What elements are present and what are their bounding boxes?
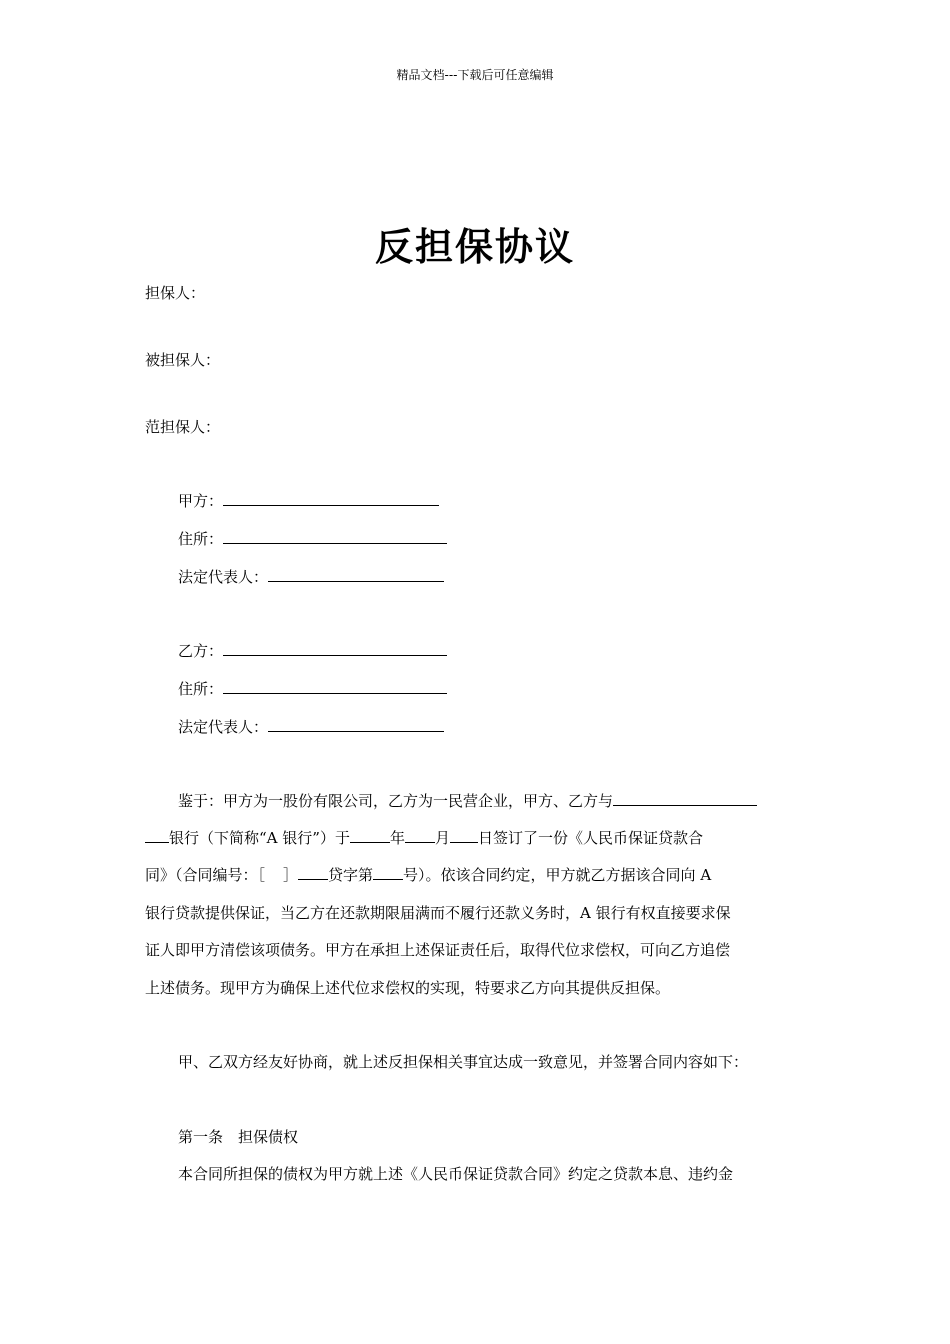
party-a-rep-label: 法定代表人：: [178, 568, 269, 586]
guaranteed-party-label: 被担保人：: [145, 351, 221, 369]
recital-line-3: [145, 864, 711, 885]
recital-text-1: 鉴于：甲方为一股份有限公司，乙方为一民营企业，甲方、乙方与: [178, 792, 614, 810]
guarantor-label: 担保人：: [145, 284, 206, 302]
party-b-rep-row: [178, 716, 444, 737]
party-b-rep-blank[interactable]: [268, 717, 444, 732]
counter-guarantor-label: 范担保人：: [145, 418, 221, 436]
month-blank[interactable]: [405, 828, 435, 843]
day-blank[interactable]: [450, 828, 478, 843]
recital-text-2c: 月: [434, 829, 450, 847]
party-a-rep-row: [178, 566, 444, 587]
recital-text-3b: ］: [283, 866, 299, 884]
party-a-name-label: 甲方：: [178, 492, 224, 510]
recital-line-2: [145, 827, 703, 848]
party-b-address-blank[interactable]: [223, 679, 447, 694]
party-b-name-row: [178, 640, 447, 661]
party-b-address-row: [178, 678, 447, 699]
party-b-name-blank[interactable]: [223, 641, 447, 656]
recital-text-3c: 贷字第: [328, 866, 374, 884]
party-b-name-label: 乙方：: [178, 642, 224, 660]
agreement-statement: 甲、乙双方经友好协商，就上述反担保相关事宜达成一致意见，并签署合同内容如下：: [178, 1053, 749, 1071]
bank-name-blank-cont[interactable]: [145, 828, 169, 843]
article-1-text: 本合同所担保的债权为甲方就上述《人民币保证贷款合同》约定之贷款本息、违约金: [178, 1165, 734, 1183]
contract-number-blank[interactable]: [373, 865, 403, 880]
party-a-name-blank[interactable]: [223, 491, 439, 506]
header-note: 精品文档---下载后可任意编辑: [396, 68, 554, 82]
recital-text-3d: 号）。依该合同约定，甲方就乙方据该合同向 A: [403, 866, 712, 884]
recital-line-6: 上述债务。现甲方为确保上述代位求偿权的实现，特要求乙方向其提供反担保。: [145, 979, 671, 997]
year-blank[interactable]: [350, 828, 390, 843]
party-a-address-blank[interactable]: [223, 529, 447, 544]
bank-name-blank[interactable]: [613, 791, 757, 806]
party-a-address-label: 住所：: [178, 530, 224, 548]
document-title: 反担保协议: [374, 225, 575, 269]
party-b-rep-label: 法定代表人：: [178, 718, 269, 736]
article-1-heading: 第一条 担保债权: [178, 1128, 299, 1146]
recital-line-4: 银行贷款提供保证，当乙方在还款期限届满而不履行还款义务时，A 银行有权直接要求保: [145, 904, 731, 922]
party-a-rep-blank[interactable]: [268, 567, 444, 582]
recital-text-2d: 日签订了一份《人民币保证贷款合: [477, 829, 703, 847]
recital-line-5: 证人即甲方清偿该项债务。甲方在承担上述保证责任后，取得代位求偿权，可向乙方追偿: [145, 941, 731, 959]
party-b-address-label: 住所：: [178, 680, 224, 698]
party-a-name-row: [178, 490, 439, 511]
loan-prefix-blank[interactable]: [298, 865, 328, 880]
recital-text-3a: 同》（合同编号：［: [145, 866, 266, 884]
party-a-address-row: [178, 528, 447, 549]
recital-text-2a: 银行（下简称“A 银行”）于: [169, 829, 350, 847]
recital-line-1: [178, 790, 757, 811]
recital-text-2b: 年: [389, 829, 405, 847]
